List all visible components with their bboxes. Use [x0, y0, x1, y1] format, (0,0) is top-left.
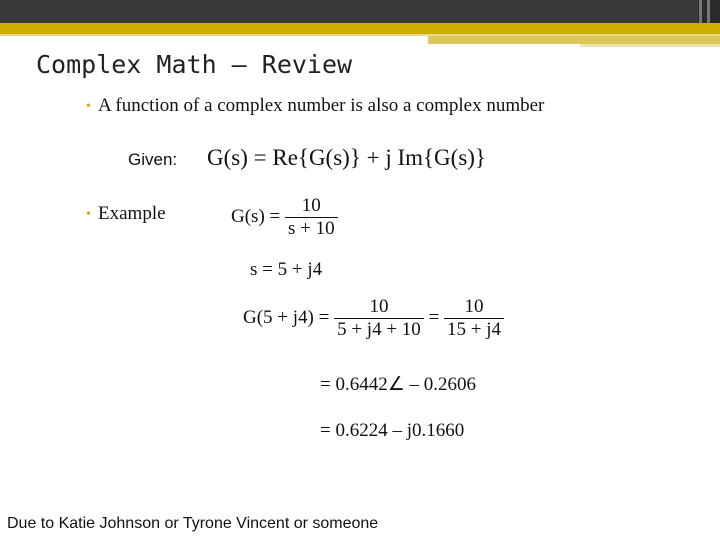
given-label: Given: — [128, 150, 178, 169]
bullet-text: Example — [98, 203, 166, 224]
fraction — [334, 296, 424, 341]
bullet-marker: • — [86, 207, 91, 222]
bullet-item — [86, 203, 166, 225]
fraction-denominator: 15 + j4 — [444, 318, 504, 341]
substitution-equation — [243, 296, 504, 341]
example-definition — [231, 195, 338, 240]
s-value-equation: s = 5 + j4 — [250, 259, 323, 280]
bullet-item — [86, 95, 545, 117]
header-stripe — [699, 0, 702, 23]
header-stripe — [707, 0, 710, 23]
equation-lhs: G(5 + j4) = — [243, 306, 330, 328]
fraction-numerator: 10 — [301, 195, 321, 216]
fraction-numerator: 10 — [369, 296, 389, 317]
fraction-numerator: 10 — [464, 296, 484, 317]
bullet-text: A function of a complex number is also a complex number — [98, 95, 545, 116]
header-gold-step — [580, 44, 720, 47]
bullet-marker: • — [86, 99, 91, 114]
given-equation — [207, 145, 486, 171]
header-gold-band — [0, 23, 720, 34]
polar-result: = 0.6442∠ – 0.2606 — [320, 374, 476, 395]
slide-title: Complex Math – Review — [36, 50, 353, 79]
fraction-denominator: 5 + j4 + 10 — [334, 318, 424, 341]
rectangular-result: = 0.6224 – j0.1660 — [320, 420, 465, 441]
footer-credit: Due to Katie Johnson or Tyrone Vincent or someone — [7, 515, 379, 532]
fraction — [285, 195, 338, 240]
fraction — [444, 296, 504, 341]
header-gold-step — [428, 36, 720, 44]
equation-lhs: G(s) = — [231, 205, 281, 227]
header-dark-band — [0, 0, 720, 23]
fraction-denominator: s + 10 — [285, 217, 338, 240]
equals-sign: = — [428, 306, 440, 328]
equation-text: G(s) = Re{G(s)} + j Im{G(s)} — [207, 145, 486, 170]
